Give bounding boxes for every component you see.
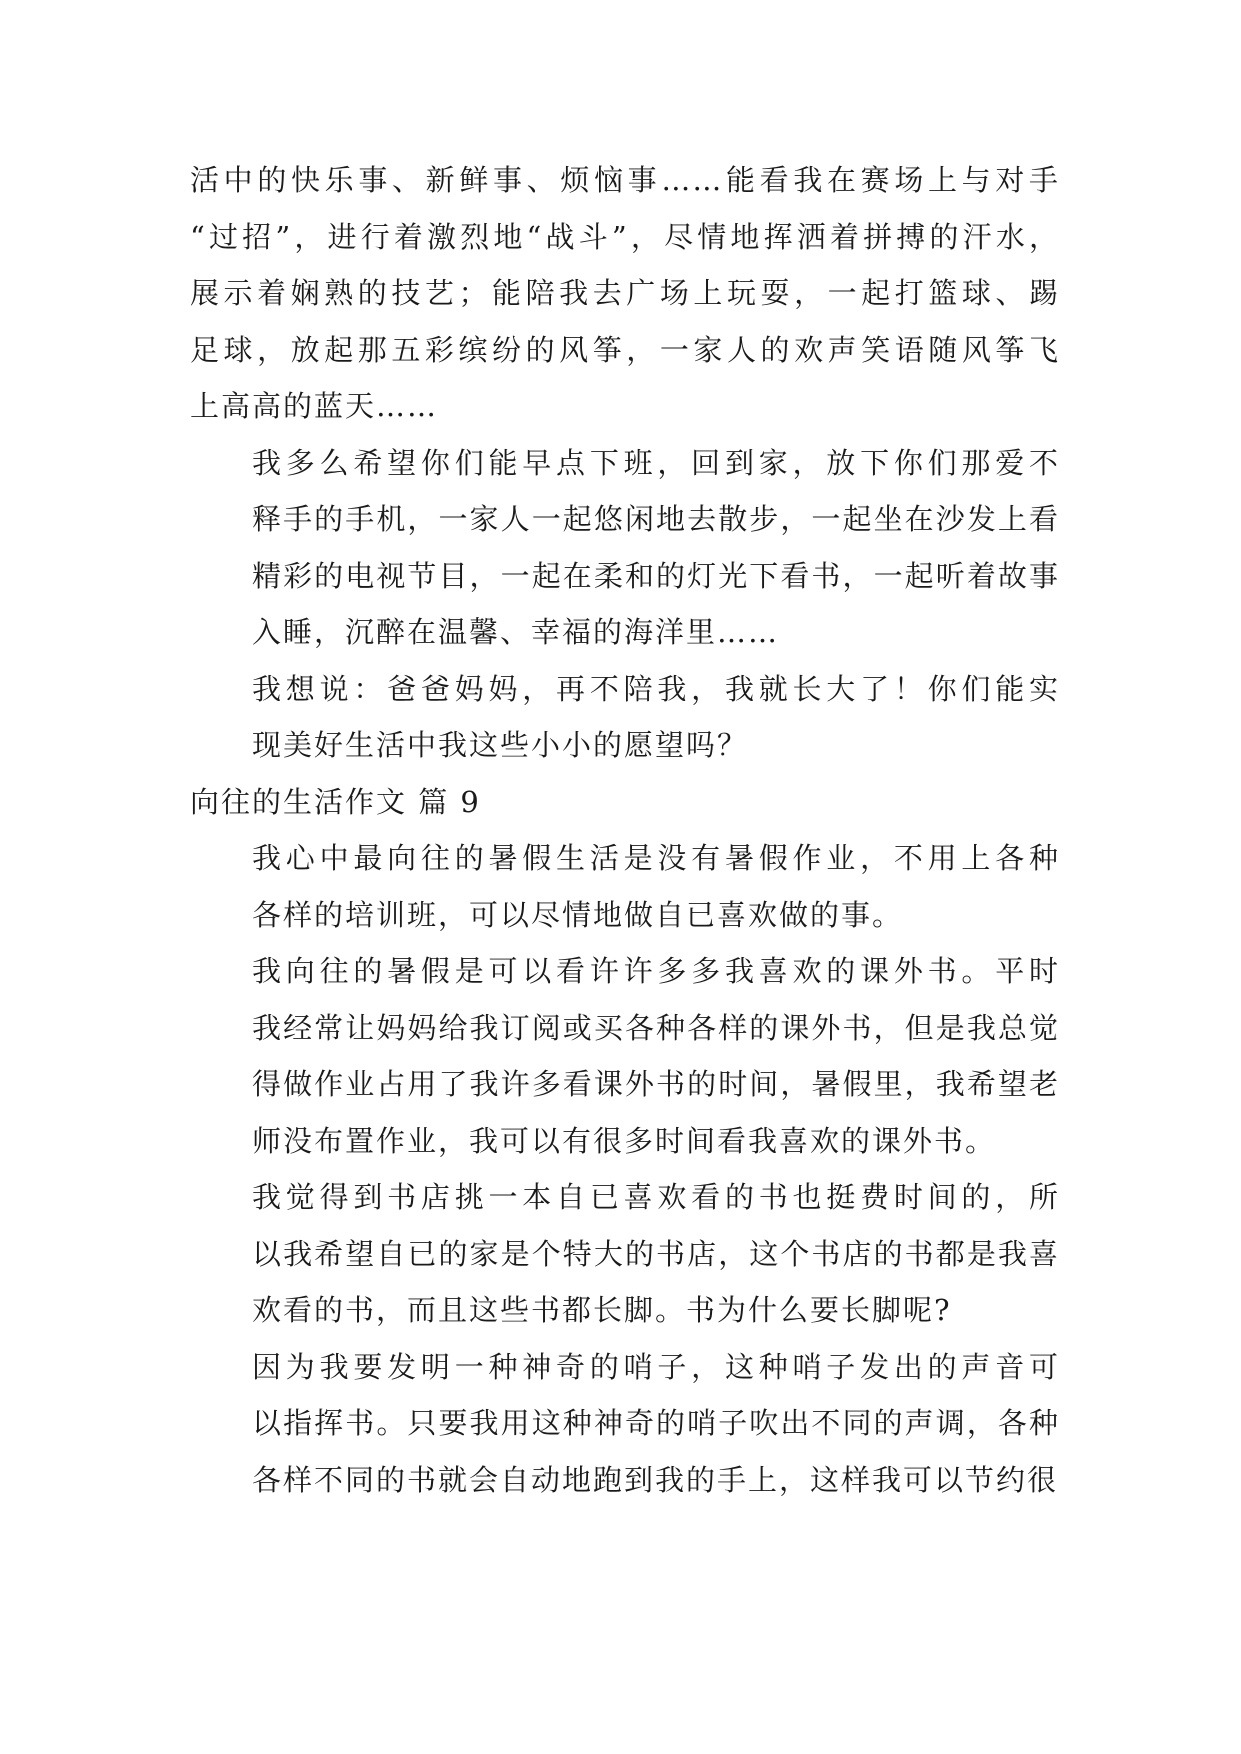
paragraph-line: 得做作业占用了我许多看课外书的时间，暑假里，我希望老 <box>252 1067 1060 1101</box>
paragraph-line: “过招”，进行着激烈地“战斗”，尽情地挥洒着拼搏的汗水， <box>190 219 1060 254</box>
paragraph-line: 我想说：爸爸妈妈，再不陪我，我就长大了！你们能实 <box>252 671 1060 706</box>
paragraph <box>190 1339 1060 1509</box>
paragraph-line: 入睡，沉醉在温馨、幸福的海洋里…… <box>252 615 780 649</box>
paragraph-line: 我觉得到书店挑一本自已喜欢看的书也挺费时间的，所 <box>252 1180 1060 1214</box>
paragraph-line: 各样不同的书就会自动地跑到我的手上，这样我可以节约很 <box>252 1462 1059 1497</box>
paragraph-line: 我向往的暑假是可以看许许多多我喜欢的课外书。平时 <box>252 954 1060 988</box>
paragraph-line: 以我希望自已的家是个特大的书店，这个书店的书都是我喜 <box>252 1236 1060 1271</box>
paragraph-line: 释手的手机，一家人一起悠闲地去散步，一起坐在沙发上看 <box>252 502 1060 536</box>
paragraph-line: 我经常让妈妈给我订阅或买各种各样的课外书，但是我总觉 <box>252 1010 1060 1045</box>
paragraph-line: 师没布置作业，我可以有很多时间看我喜欢的课外书。 <box>252 1123 997 1158</box>
paragraphs-after <box>190 830 1060 1508</box>
paragraph-line: 各样的培训班，可以尽情地做自已喜欢做的事。 <box>252 897 904 932</box>
paragraph-line: 欢看的书，而且这些书都长脚。书为什么要长脚呢? <box>252 1293 952 1327</box>
paragraph-line: 展示着娴熟的技艺；能陪我去广场上玩耍，一起打篮球、踢 <box>190 276 1060 310</box>
paragraph <box>190 830 1060 943</box>
paragraph <box>190 152 1060 435</box>
paragraph <box>190 435 1060 661</box>
paragraph-line: 以指挥书。只要我用这种神奇的哨子吹出不同的声调，各种 <box>252 1406 1060 1440</box>
paragraph <box>190 943 1060 1169</box>
document-body <box>190 152 1060 1508</box>
paragraph-line: 现美好生活中我这些小小的愿望吗？ <box>252 728 749 762</box>
section-heading: 向往的生活作文 篇 9 <box>190 784 481 819</box>
paragraphs-before <box>190 152 1060 774</box>
paragraph <box>190 661 1060 774</box>
paragraph-line: 我心中最向往的暑假生活是没有暑假作业，不用上各种 <box>252 841 1060 875</box>
paragraph-line: 活中的快乐事、新鲜事、烦恼事……能看我在赛场上与对手 <box>190 163 1060 197</box>
paragraph-line: 上高高的蓝天…… <box>190 389 439 423</box>
paragraph <box>190 1169 1060 1339</box>
paragraph-line: 精彩的电视节目，一起在柔和的灯光下看书，一起听着故事 <box>252 558 1060 593</box>
paragraph-line: 足球，放起那五彩缤纷的风筝，一家人的欢声笑语随风筝飞 <box>190 332 1060 367</box>
paragraph-line: 我多么希望你们能早点下班，回到家，放下你们那爱不 <box>252 445 1060 480</box>
paragraph-line: 因为我要发明一种神奇的哨子，这种哨子发出的声音可 <box>252 1349 1060 1384</box>
